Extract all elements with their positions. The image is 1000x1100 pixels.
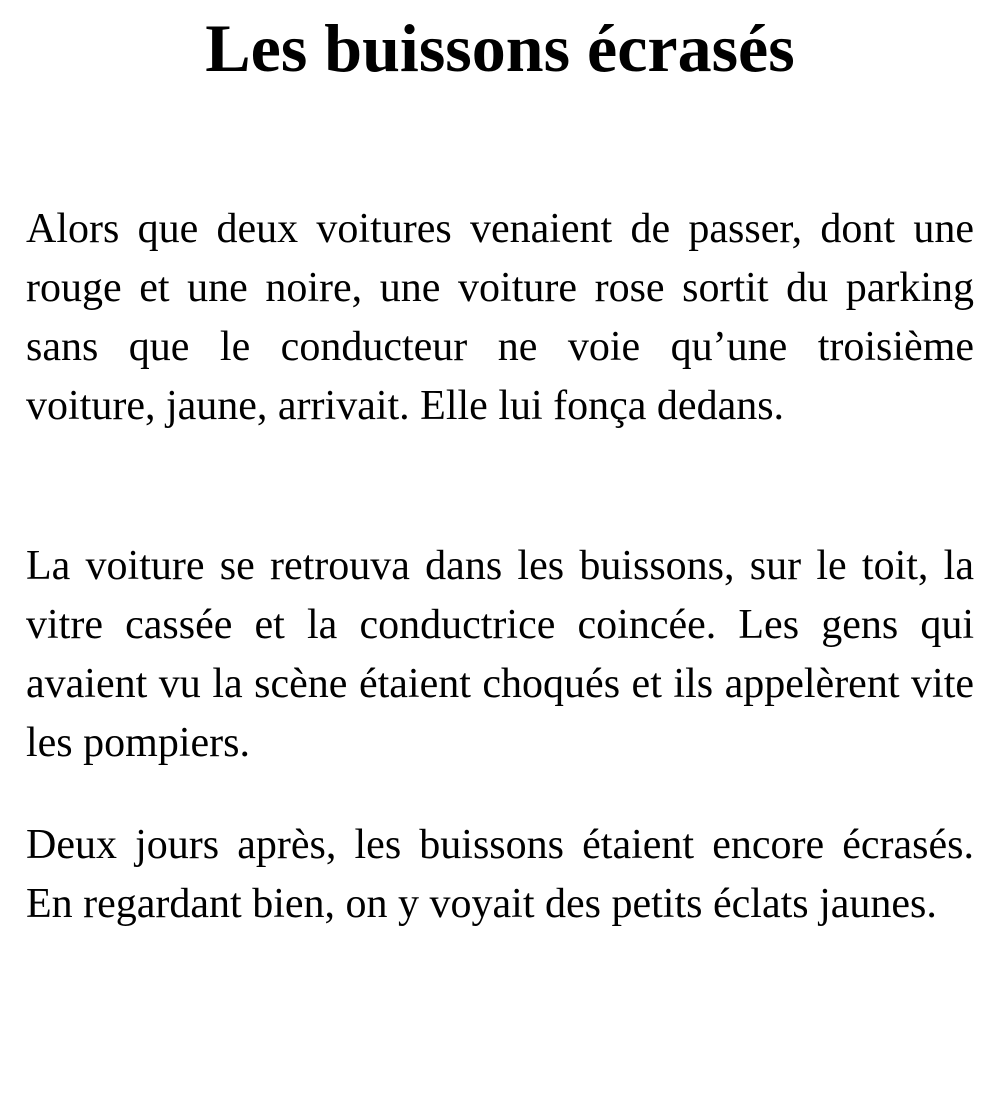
page-title: Les buissons écrasés: [205, 10, 795, 86]
paragraph-2: La voiture se retrouva dans les buissons, sur le toit, la vitre cassée et la conductrice coincée. Les gens qui avaient vu la scène étaient choqués et ils appelèrent vite les pompiers.: [26, 543, 974, 766]
paragraph-3: Deux jours après, les buissons étaient encore écrasés. En regardant bien, on y voyait des petits éclats jaunes.: [26, 822, 974, 927]
paragraph-1: Alors que deux voitures venaient de passer, dont une rouge et une noire, une voiture rose sortit du parking sans que le conducteur ne voie qu’une troisième voiture, jaune, arrivait. Elle lui fonça dedans.: [26, 206, 974, 429]
